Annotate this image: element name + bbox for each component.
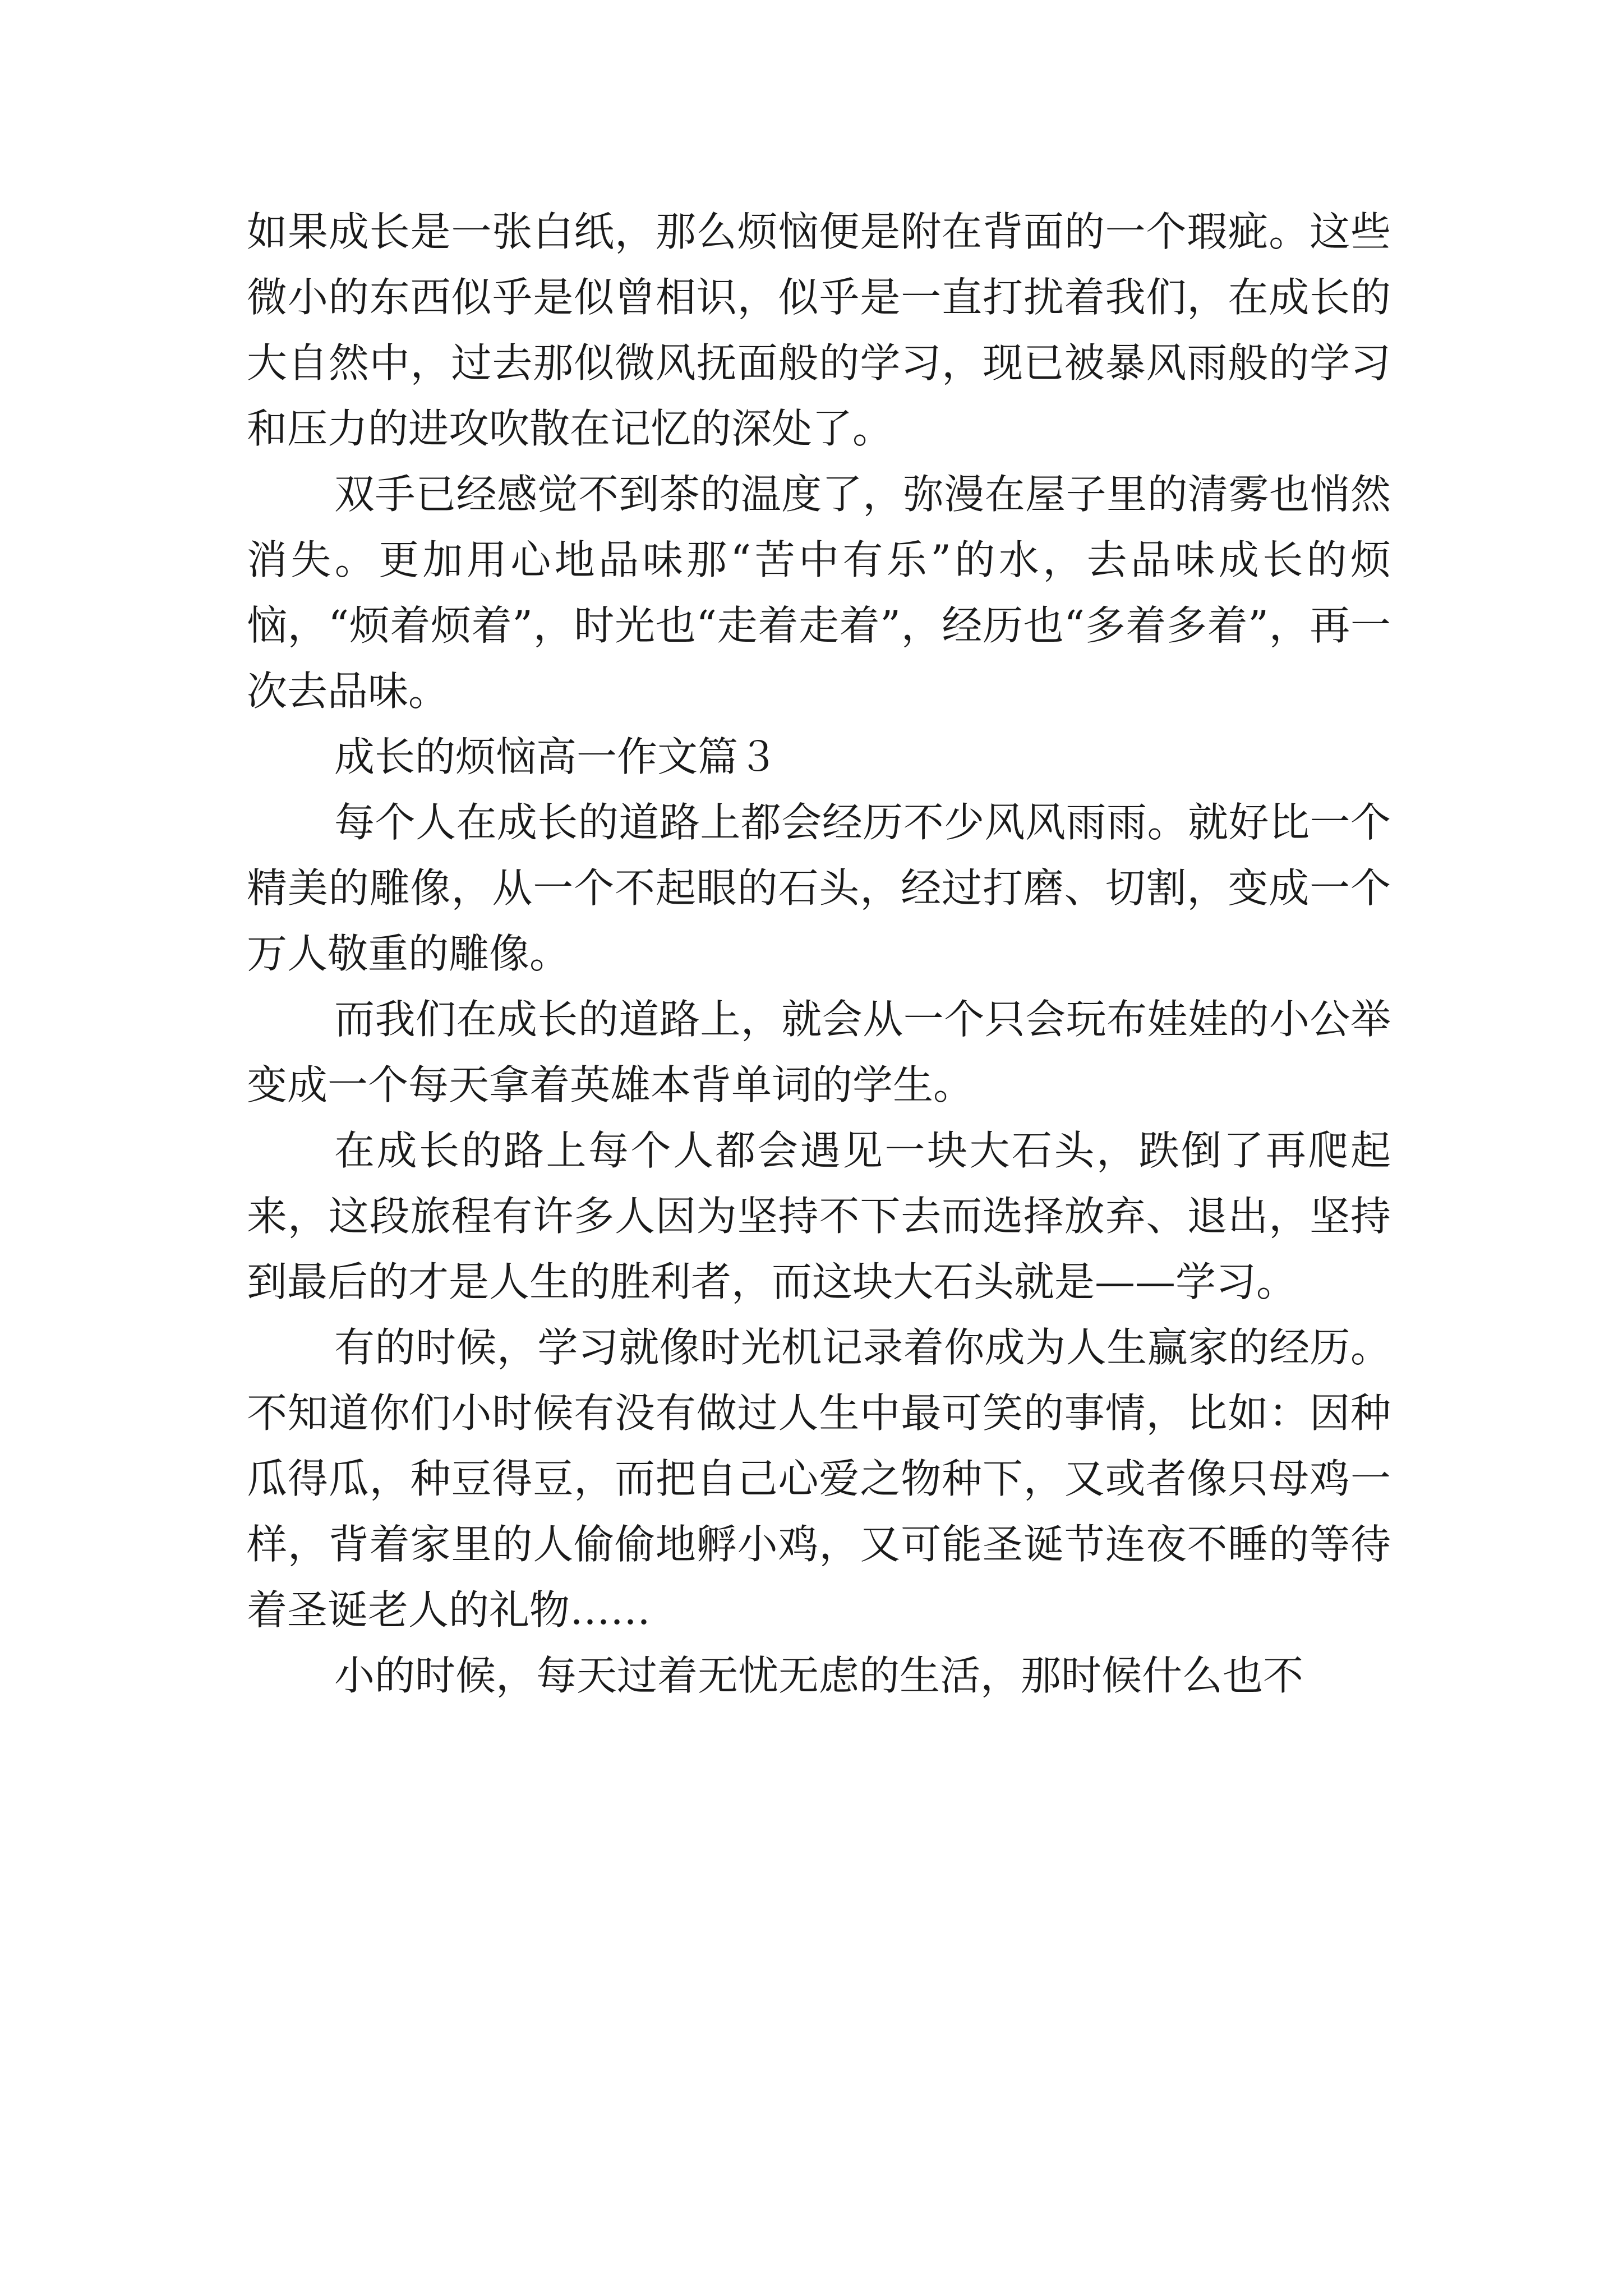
paragraph-time-machine: 有的时候，学习就像时光机记录着你成为人生赢家的经历。不知道你们小时候有没有做过人生中最可笑的事情，比如：因种瓜得瓜，种豆得豆，而把自己心爱之物种下，又或者像只母鸡一样，背着家里的人偷偷地孵小鸡，又可能圣诞节连夜不睡的等待着圣诞老人的礼物…… — [247, 1324, 1391, 1634]
paragraph-childhood: 小的时候，每天过着无忧无虑的生活，那时候什么也不 — [334, 1652, 1304, 1699]
paragraph-growth-road: 而我们在成长的道路上，就会从一个只会玩布娃娃的小公举变成一个每天拿着英雄本背单词的学生。 — [247, 996, 1391, 1108]
paragraph-intro: 如果成长是一张白纸，那么烦恼便是附在背面的一个瑕疵。这些微小的东西似乎是似曾相识，似乎是一直打扰着我们，在成长的大自然中，过去那似微风抚面般的学习，现已被暴风雨般的学习和压力的进攻吹散在记忆的深处了。 — [247, 208, 1391, 452]
document-body — [247, 199, 1391, 1709]
paragraph-tea: 双手已经感觉不到茶的温度了，弥漫在屋子里的清雾也悄然消失。更加用心地品味那“苦中有乐”的水，去品味成长的烦恼，“烦着烦着”，时光也“走着走着”，经历也“多着多着”，再一次去品味。 — [247, 471, 1391, 715]
paragraph-sculpture: 每个人在成长的道路上都会经历不少风风雨雨。就好比一个精美的雕像，从一个不起眼的石头，经过打磨、切割，变成一个万人敬重的雕像。 — [247, 799, 1391, 977]
paragraph-big-stone: 在成长的路上每个人都会遇见一块大石头，跌倒了再爬起来，这段旅程有许多人因为坚持不下去而选择放弃、退出，坚持到最后的才是人生的胜利者，而这块大石头就是——学习。 — [247, 1127, 1391, 1305]
section-heading: 成长的烦恼高一作文篇３ — [334, 733, 779, 780]
